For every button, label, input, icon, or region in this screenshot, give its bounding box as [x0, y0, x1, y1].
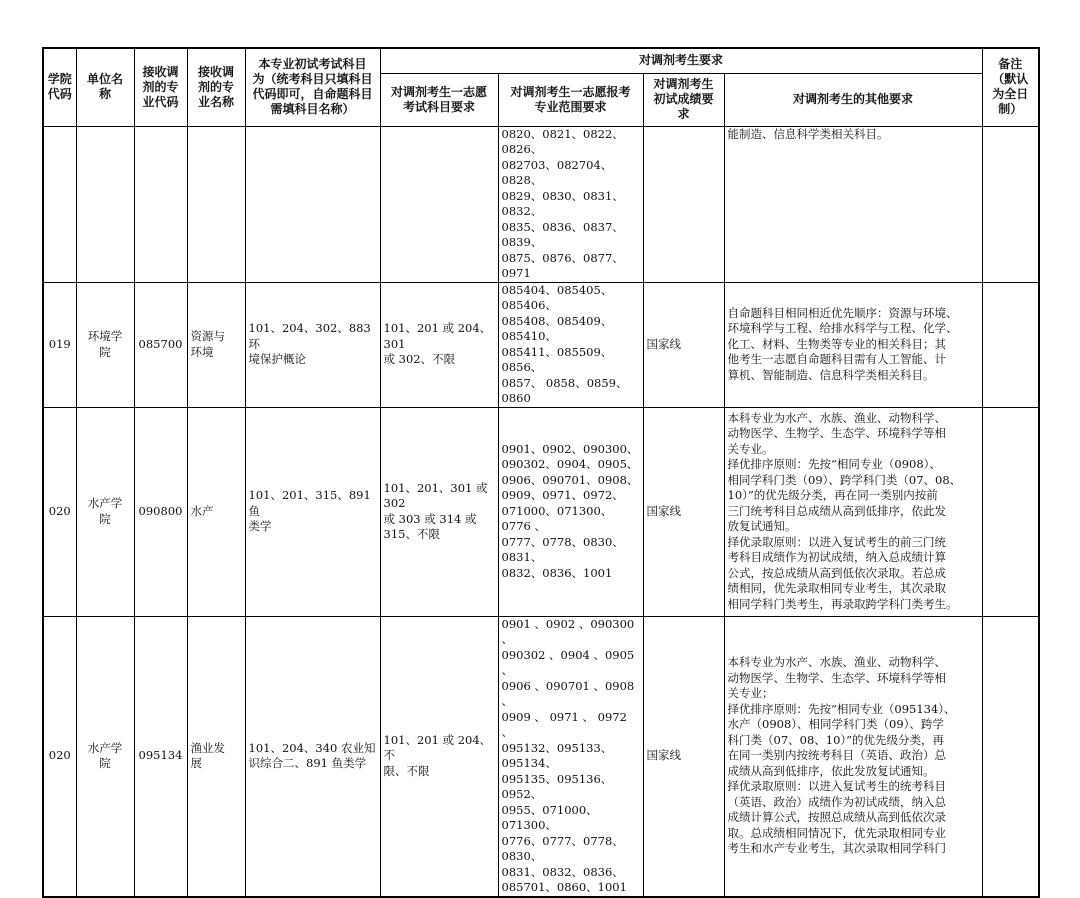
major-code-cell	[134, 126, 187, 282]
unit-name-cell: 环境学 院	[76, 282, 134, 407]
adjustment-requirements-table	[42, 47, 1040, 898]
table-row	[43, 126, 1039, 282]
req-subjects-cell: 101、201、301 或 302 或 303 或 314 或 315、不限	[380, 407, 498, 616]
major-name-cell: 渔业发 展	[187, 616, 245, 897]
req-score-cell: 国家线	[643, 407, 724, 616]
req-score-cell: 国家线	[643, 616, 724, 897]
req-subjects-cell	[380, 126, 498, 282]
req-major-range-cell: 085404、085405、085406、 085408、085409、085410、 085411、085509、0856、 0857、 0858、0859、0860	[498, 282, 643, 407]
college-code-cell: 020	[43, 616, 76, 897]
req-subjects-cell: 101、201 或 204、不 限、不限	[380, 616, 498, 897]
table-row	[43, 616, 1039, 897]
major-code-cell: 095134	[134, 616, 187, 897]
req-major-range-cell: 0820、0821、0822、0826、 082703、082704、0828、 0829、0830、0831、0832、 0835、0836、0837、0839、 0875、0876、0877、0971	[498, 126, 643, 282]
unit-name-cell	[76, 126, 134, 282]
header-remarks: 备注 （默认 为全日 制）	[982, 48, 1039, 126]
unit-name-cell: 水产学 院	[76, 407, 134, 616]
header-major-code: 接收调 剂的专 业代码	[134, 48, 187, 126]
req-other-cell: 本科专业为水产、水族、渔业、动物科学、 动物医学、生物学、生态学、环境科学等相 关专业； 择优排序原则：先按“相同专业（095134）、 水产（0908）、相同学科门类（09）、跨学 科门类（07、08、10）”的优先级分类，再 在同一类别内按统考科目（英语、政治）总 成绩从高到低排序，依此发放复试通知。 择优录取原则：以进入复试考生的统考科目 （英语、政治）成绩作为初试成绩，纳入总 成绩计算公式，按照总成绩从高到低依次录 取。总成绩相同情况下，优先录取相同专业 考生和水产专业考生，其次录取相同学科门	[724, 616, 982, 897]
exam-subjects-cell: 101、204、340 农业知 识综合二、891 鱼类学	[245, 616, 380, 897]
table-row	[43, 282, 1039, 407]
exam-subjects-cell	[245, 126, 380, 282]
header-requirements-group: 对调剂考生要求	[380, 48, 982, 73]
req-other-cell: 本科专业为水产、水族、渔业、动物科学、 动物医学、生物学、生态学、环境科学等相 关专业。 择优排序原则：先按“相同专业（0908）、 相同学科门类（09）、跨学科门类（07、08、 10）”的优先级分类，再在同一类别内按前 三门统考科目总成绩从高到低排序，依此发 放复试通知。 择优录取原则：以进入复试考生的前三门统 考科目成绩作为初试成绩，纳入总成绩计算 公式，按总成绩从高到低依次录取。若总成 绩相同，优先录取相同专业考生，其次录取 相同学科门类考生，再录取跨学科门类考生。	[724, 407, 982, 616]
header-exam-subjects: 本专业初试考试科目 为（统考科目只填科目 代码即可，自命题科目 需填科目名称）	[245, 48, 380, 126]
remarks-cell	[982, 126, 1039, 282]
major-code-cell: 085700	[134, 282, 187, 407]
header-unit-name: 单位名 称	[76, 48, 134, 126]
unit-name-cell: 水产学 院	[76, 616, 134, 897]
college-code-cell: 020	[43, 407, 76, 616]
req-score-cell: 国家线	[643, 282, 724, 407]
header-major-name: 接收调 剂的专 业名称	[187, 48, 245, 126]
exam-subjects-cell: 101、204、302、883 环 境保护概论	[245, 282, 380, 407]
major-name-cell: 资源与 环境	[187, 282, 245, 407]
remarks-cell	[982, 407, 1039, 616]
remarks-cell	[982, 282, 1039, 407]
major-name-cell: 水产	[187, 407, 245, 616]
header-college-code: 学院 代码	[43, 48, 76, 126]
major-name-cell	[187, 126, 245, 282]
header-req-score: 对调剂考生 初试成绩要 求	[643, 73, 724, 126]
table-row	[43, 407, 1039, 616]
remarks-cell	[982, 616, 1039, 897]
major-code-cell: 090800	[134, 407, 187, 616]
header-req-other: 对调剂考生的其他要求	[724, 73, 982, 126]
header-req-major-range: 对调剂考生一志愿报考 专业范围要求	[498, 73, 643, 126]
college-code-cell	[43, 126, 76, 282]
req-other-cell: 能制造、信息科学类相关科目。	[724, 126, 982, 282]
exam-subjects-cell: 101、201、315、891 鱼 类学	[245, 407, 380, 616]
req-other-cell: 自命题科目相同相近优先顺序：资源与环境、 环境科学与工程、给排水科学与工程、化学、 化工、材料、生物类等专业的相关科目；其 他考生一志愿自命题科目需有人工智能、计 算机、智能制造、信息科学类相关科目。	[724, 282, 982, 407]
req-subjects-cell: 101、201 或 204、301 或 302、不限	[380, 282, 498, 407]
req-major-range-cell: 0901、0902、090300、 090302、0904、0905、 0906、090701、0908、 0909、0971、0972、 071000、071300、0776 、 0777、0778、0830、0831、 0832、0836、1001	[498, 407, 643, 616]
college-code-cell: 019	[43, 282, 76, 407]
req-score-cell	[643, 126, 724, 282]
header-req-subjects: 对调剂考生一志愿 考试科目要求	[380, 73, 498, 126]
req-major-range-cell: 0901 、0902 、090300 、 090302 、0904 、0905 、 0906 、090701 、0908 、 0909 、 0971 、 0972 、 095132、095133、095134、 095135、095136、0952、 0955、071000、071300、 0776、0777、0778、0830、 0831、0832、0836、 085701、0860、1001	[498, 616, 643, 897]
